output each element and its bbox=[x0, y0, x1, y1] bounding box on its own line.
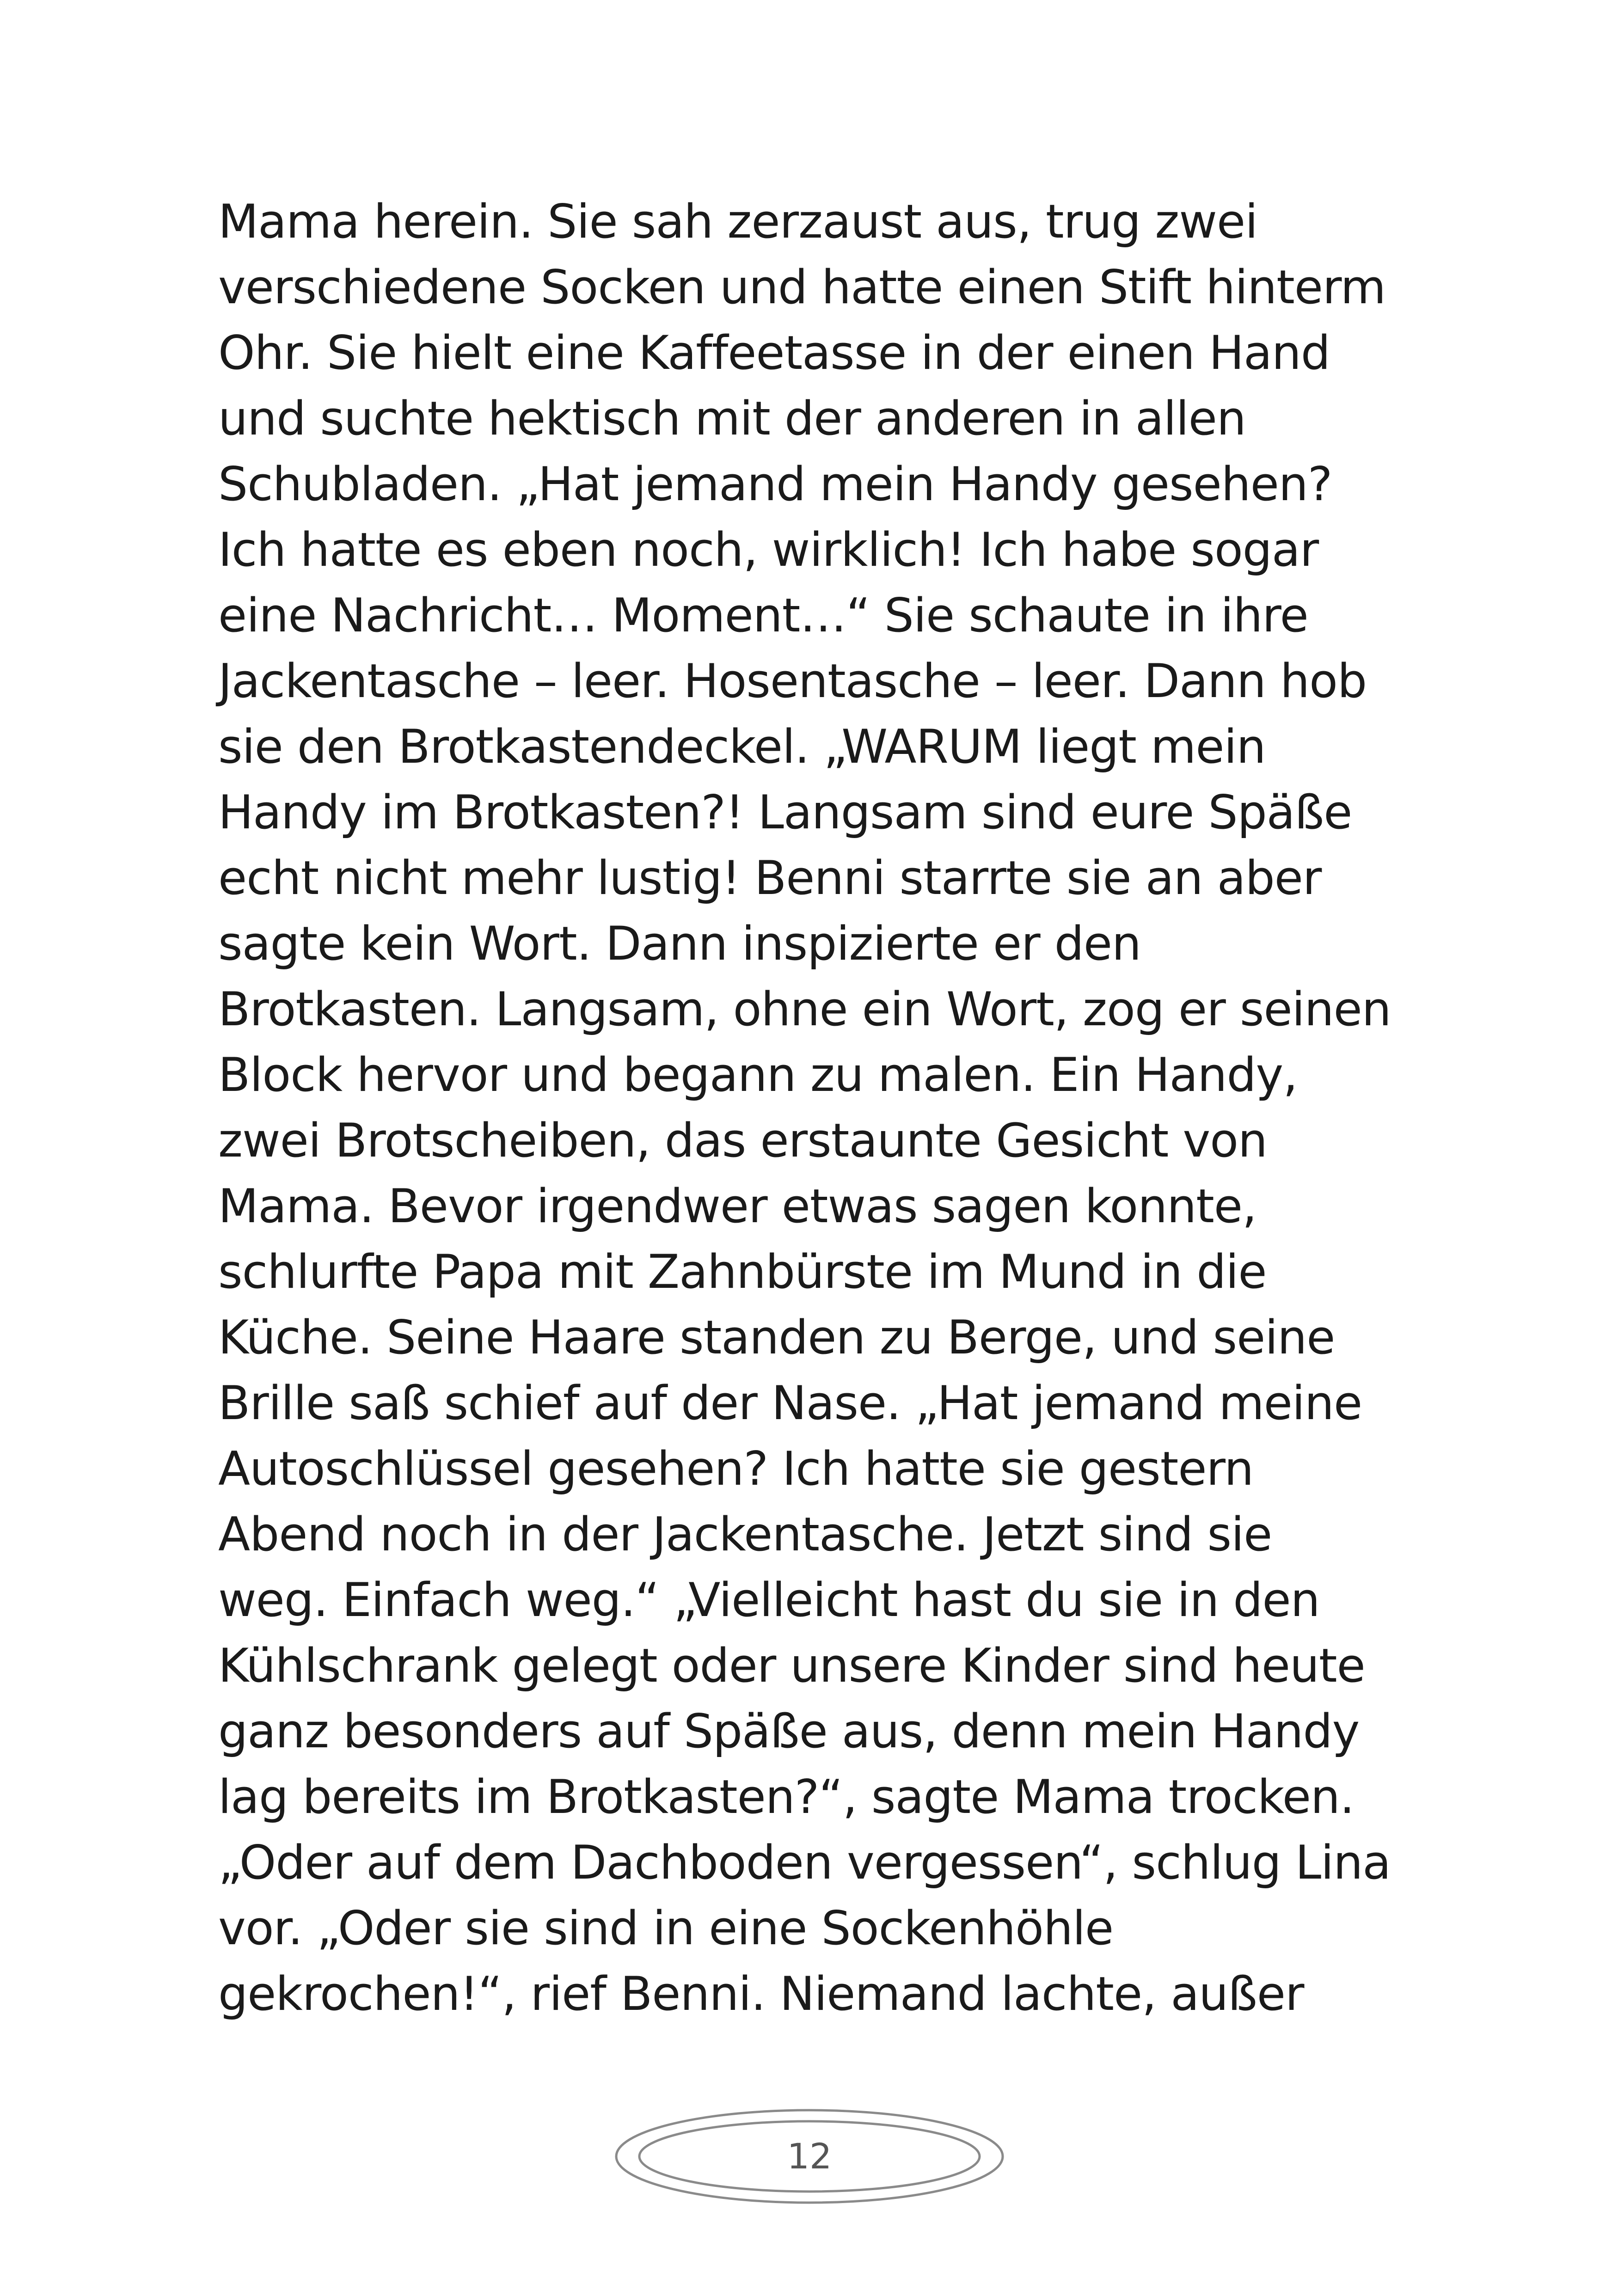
text-line: „Oder auf dem Dachboden vergessen“, schlug Lina bbox=[218, 1835, 1391, 1890]
text-line: Mama. Bevor irgendwer etwas sagen konnte, bbox=[218, 1179, 1257, 1233]
text-line: Ohr. Sie hielt eine Kaffeetasse in der einen Hand bbox=[218, 325, 1330, 380]
text-line: Autoschlüssel gesehen? Ich hatte sie gestern bbox=[218, 1441, 1254, 1496]
text-line: Ich hatte es eben noch, wirklich! Ich habe sogar bbox=[218, 522, 1319, 577]
text-line: eine Nachricht… Moment…“ Sie schaute in ihre bbox=[218, 588, 1308, 643]
text-line: vor. „Oder sie sind in eine Sockenhöhle bbox=[218, 1901, 1114, 1955]
text-line: Küche. Seine Haare standen zu Berge, und seine bbox=[218, 1310, 1335, 1365]
text-line: weg. Einfach weg.“ „Vielleicht hast du sie in den bbox=[218, 1573, 1320, 1627]
page-number: 12 bbox=[787, 2136, 832, 2177]
text-line: Brotkasten. Langsam, ohne ein Wort, zog er seinen bbox=[218, 982, 1391, 1036]
text-line: Block hervor und begann zu malen. Ein Handy, bbox=[218, 1047, 1298, 1102]
text-line: echt nicht mehr lustig! Benni starrte sie an aber bbox=[218, 851, 1322, 905]
text-line: Jackentasche – leer. Hosentasche – leer. Dann hob bbox=[218, 654, 1367, 708]
text-line: Kühlschrank gelegt oder unsere Kinder sind heute bbox=[218, 1638, 1365, 1693]
text-line: lag bereits im Brotkasten?“, sagte Mama trocken. bbox=[218, 1769, 1354, 1824]
text-line: gekrochen!“, rief Benni. Niemand lachte, außer bbox=[218, 1966, 1304, 2021]
body-text bbox=[218, 189, 1420, 2027]
text-line: Handy im Brotkasten?! Langsam sind eure Späße bbox=[218, 785, 1352, 839]
text-line: Mama herein. Sie sah zerzaust aus, trug zwei bbox=[218, 194, 1258, 249]
page-number-ornament bbox=[615, 2108, 1004, 2205]
text-line: Schubladen. „Hat jemand mein Handy gesehen? bbox=[218, 457, 1332, 511]
text-line: sie den Brotkastendeckel. „WARUM liegt mein bbox=[218, 719, 1266, 774]
text-line: und suchte hektisch mit der anderen in allen bbox=[218, 391, 1246, 446]
text-line: verschiedene Socken und hatte einen Stift hinterm bbox=[218, 260, 1386, 314]
text-line: ganz besonders auf Späße aus, denn mein Handy bbox=[218, 1704, 1360, 1758]
text-line: schlurfte Papa mit Zahnbürste im Mund in die bbox=[218, 1244, 1267, 1299]
text-line: sagte kein Wort. Dann inspizierte er den bbox=[218, 916, 1141, 971]
text-line: Brille saß schief auf der Nase. „Hat jemand meine bbox=[218, 1376, 1362, 1430]
text-line: zwei Brotscheiben, das erstaunte Gesicht von bbox=[218, 1113, 1268, 1168]
text-line: Abend noch in der Jackentasche. Jetzt sind sie bbox=[218, 1507, 1272, 1561]
